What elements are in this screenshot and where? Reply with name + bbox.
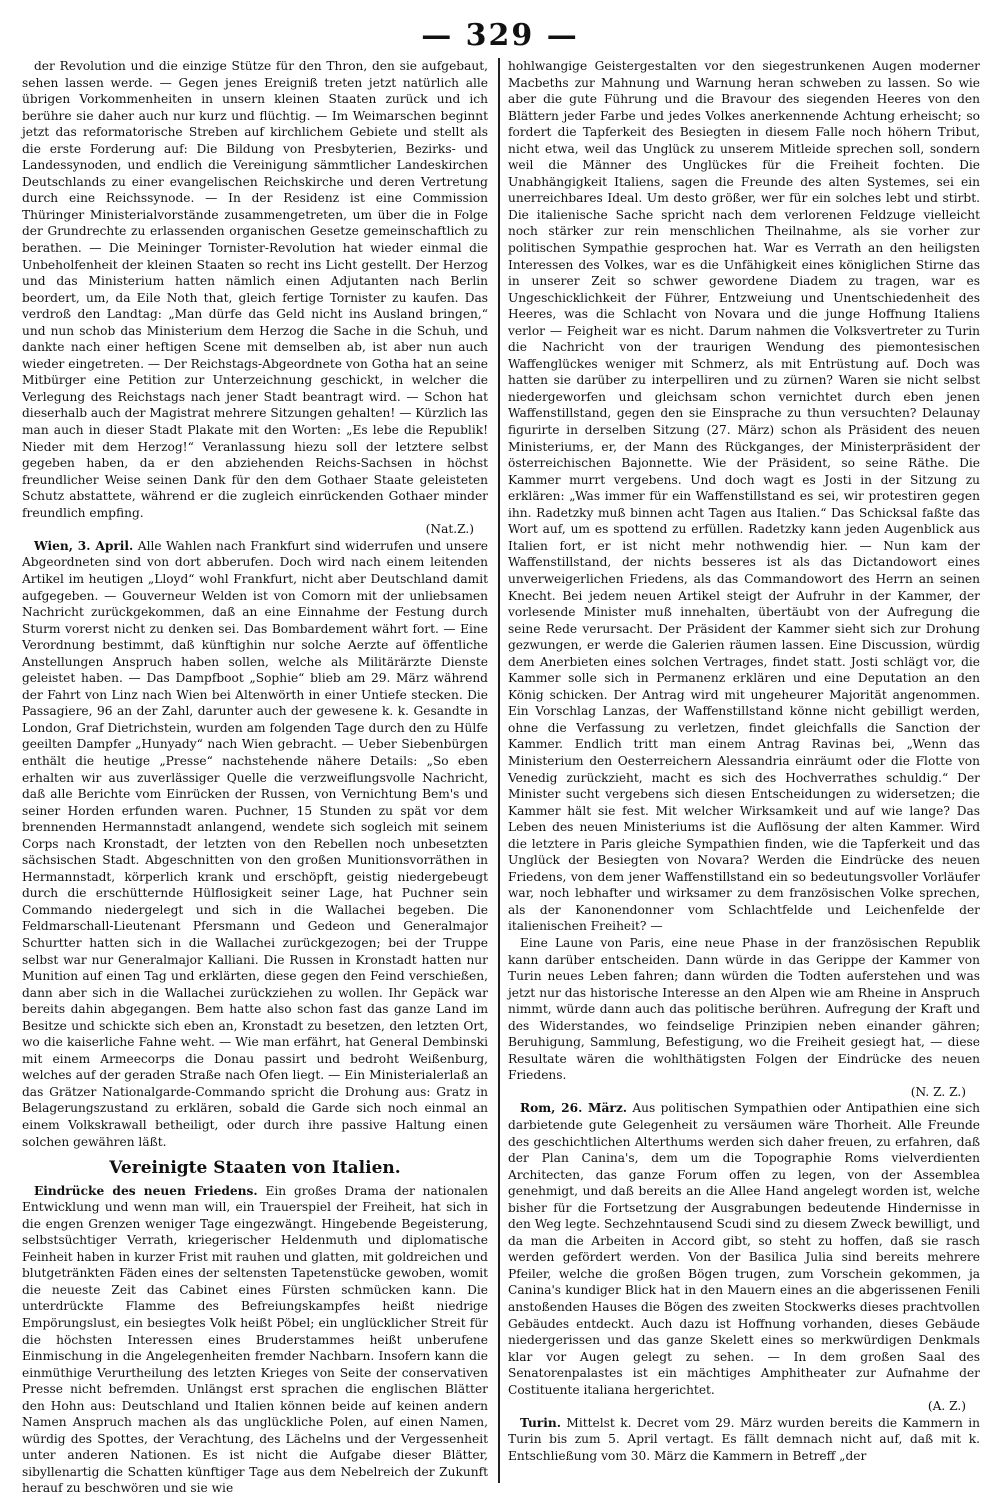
- article-wien: Wien, 3. April. Alle Wahlen nach Frankfurt sind widerrufen und unsere Abgeordneten sind von dort abberufen. Doch wird nach einem leitenden Artikel im heutigen „Lloyd“ wohl Frankfurt, nicht aber Deutschland damit aufgegeben. — Gouverneur Welden ist von Comorn mit der unliebsamen Nachricht zurückgekommen, daß an eine Einnahme der Festung durch Sturm vorerst nicht zu denken sei. Das Bombardement währt fort. — Eine Verordnung bestimmt, daß künftighin nur solche Aerzte auf öffentliche Anstellungen Anspruch haben sollen, welche als Militärärzte Dienste geleistet haben. — Das Dampfboot „Sophie“ blieb am 29. März während der Fahrt von Linz nach Wien bei Altenwörth in einer Untiefe stecken. Die Passagiere, 96 an der Zahl, darunter auch der gewesene k. k. Gesandte in London, Graf Dietrichstein, wurden am folgenden Tage durch den zu Hülfe geeilten Dampfer „Hunyady“ nach Wien gebracht. — Ueber Siebenbürgen enthält die heutige „Presse“ nachstehende nähere Details: „So eben erhalten wir aus zuverlässiger Quelle die verzweiflungsvolle Nachricht, daß alle Berichte vom Einrücken der Russen, von Vernichtung Bem's und seiner Horden erfunden waren. Puchner, 15 Stunden zu spät vor dem brennenden Hermannstadt anlangend, wendete sich sogleich mit seinem Corps nach Kronstadt, der letzten von den Rebellen noch unbesetzten sächsischen Stadt. Abgeschnitten von den großen Munitionsvorräthen in Hermannstadt, körperlich krank und erschöpft, geistig niedergebeugt durch die erschütternde Hülflosigkeit seiner Lage, hat Puchner sein Commando niedergelegt und sich in die Wallachei begeben. Die Feldmarschall-Lieutenant Pfersmann und Gedeon und Generalmajor Schurtter hatten sich in die Wallachei zurückgezogen; bei der Truppe selbst war nur Generalmajor Kalliani. Die Russen in Kronstadt hatten nur Munition auf einen Tag und erklärten, diese gegen den Feind verschießen, dann aber sich in die Wallachei zurückziehen zu wollen. Ihr Gepäck war bereits dahin abgegangen. Bem hatte also schon fast das ganze Land im Besitze und schickte sich eben an, Kronstadt zu besetzen, den letzten Ort, wo die kaiserliche Fahne weht. — Wie man erfährt, hat General Dembinski mit einem Armeecorps die Donau passirt und bedroht Weißenburg, welches auf der geraden Straße nach Ofen liegt. — Ein Ministerialerlaß an das Grätzer Nationalgarde-Commando spricht die Drohung aus: Gratz in Belagerungszustand zu erklären, sobald die Garde sich noch einmal an einem Volkskrawall betheiligt, oder durch ihre passive Haltung einen solchen gewähren läßt.: [22, 538, 489, 1149]
- right-column: [508, 58, 980, 1483]
- article-eindruecke: Eindrücke des neuen Friedens. Ein großes Drama der nationalen Entwicklung und wenn man will, ein Trauerspiel der Freiheit, hat sich in die engen Grenzen weniger Tage eingezwängt. Hingebende Begeisterung, selbstsüchtiger Verrath, kriegerischer Heldenmuth und diplomatische Feinheit haben in kurzer Frist mit rauhen und glatten, mit goldreichen und blutgetränkten Fäden eines der seltensten Tapetenstücke gewoben, womit die neueste Zeit das Cabinet eines Fürsten schmücken kann. Die unterdrückte Flamme des Befreiungskampfes heißt niedrige Empörungslust, ein besiegtes Volk heißt Pöbel; ein unglücklicher Streit für die höchsten Interessen eines Bruderstammes heißt unberufene Einmischung in die Angelegenheiten fremder Nachbarn. Insofern kann die einmüthige Verurtheilung des letzten Krieges von Seite der conservativen Presse nicht befremden. Unlängst erst sprachen die englischen Blätter den Hohn aus: Deutschland und Italien können beide auf keinen andern Namen Anspruch machen als das unglückliche Polen, auf einen Namen, würdig des Spottes, der Verachtung, des Lächelns und der Vergessenheit unter anderen Nationen. Es ist nicht die Aufgabe dieser Blätter, sibyllenartig die Schatten künftiger Tage aus dem Nebelreich der Zukunft herauf zu beschwören und sie wie: [22, 1183, 488, 1496]
- page-number: — 329 —: [421, 18, 579, 53]
- dateline: Rom, 26. März.: [520, 1101, 627, 1116]
- column-divider: [498, 58, 500, 1483]
- source-signature: (Nat.Z.): [425, 522, 474, 537]
- left-column: [22, 58, 489, 1496]
- article-continuation: hohlwangige Geistergestalten vor den siegestrunkenen Augen moderner Macbeths zur Mahnung und Warnung heran schweben zu lassen. So wie aber die gute Führung und die Bravour des siegenden Heeres von den Blättern jeder Farbe und jedes Volkes anerkennende Achtung erheischt; so fordert die Tapferkeit des Besiegten in diesem Falle noch höhern Tribut, nicht etwa, weil das Unglück zu unserem Mitleide sprechen soll, sondern weil die Männer des Unglückes für die Freiheit fochten. Die Unabhängigkeit Italiens, sagen die Freunde des alten Systemes, sei ein unerreichbares Ideal. Um desto größer, wer für ein solches lebt und stirbt. Die italienische Sache spricht nach dem verlorenen Feldzuge vielleicht noch stärker zur rein menschlichen Theilnahme, als sie vorher zur politischen Sympathie gesprochen hat. War es Verrath an den heiligsten Interessen des Volkes, war es die Unfähigkeit eines königlichen Stirne das in unserer Zeit so schwer gewordene Diadem zu tragen, war es Ungeschicklichkeit der Führer, Entzweiung und Unentschiedenheit des Heeres, was die Schlacht von Novara und die junge Hoffnung Italiens verlor — Feigheit war es nicht. Darum nahmen die Volksvertreter zu Turin die Nachricht von der traurigen Wendung des piemontesischen Waffenglückes weniger mit Schmerz, als mit Entrüstung auf. Doch was hatten sie darüber zu interpelliren und zu zürnen? Waren sie nicht selbst niedergeworfen und gleichsam schon vernichtet durch eben jenen Waffenstillstand, gegen den sie Einsprache zu thun versuchten? Delaunay figurirte in derselben Sitzung (27. März) schon als Präsident des neuen Ministeriums, er, der Mann des Rückganges, der Ministerpräsident der österreichischen Bajonnette. Wie der Präsident, so seine Räthe. Die Kammer murrt vergebens. Und doch wagt es Josti in der Sitzung zu erklären: „Was immer für ein Waffenstillstand es sei, wir protestiren gegen ihn. Radetzky muß binnen acht Tagen aus Italien.“ Das Schicksal faßte das Wort auf, um es spottend zu erfüllen. Radetzky kann jeden Augenblick aus Italien fort, er ist nicht mehr nothwendig hier. — Nun kam der Waffenstillstand, der nichts besseres ist als das Dictandowort eines unverweigerlichen Friedens, als das Commandowort des Herrn an seinen Knecht. Bei jedem neuen Artikel steigt der Aufruhr in der Kammer, der vorlesende Minister muß innehalten, übertäubt von der Aufregung die seine Rede verursacht. Der Präsident der Kammer sieht sich zur Drohung gezwungen, er werde die Galerien räumen lassen. Eine Discussion, würdig dem Anerbieten eines solchen Vertrages, findet statt. Josti schlägt vor, die Kammer solle sich in Permanenz erklären und eine Deputation an den König schicken. Der Antrag wird mit ungeheurer Majorität angenommen. Ein Vorschlag Lanzas, der Waffenstillstand könne nicht gebilligt werden, ohne die Verfassung zu verletzen, findet gleichfalls die Sanction der Kammer. Endlich tritt man einem Antrag Ravinas bei, „Wenn das Ministerium den Oesterreichern Alessandria einräumt oder die Flotte von Venedig zurückzieht, macht es sich des Hochverrathes schuldig.“ Der Minister sucht vergebens sich diesen Entscheidungen zu widersetzen; die Kammer hält sie fest. Mit welcher Wirksamkeit und auf wie lange? Das Leben des neuen Ministeriums ist die Auflösung der alten Kammer. Wird die letztere in Paris gleiche Sympathien finden, wie die Tapferkeit und das Unglück der Besiegten von Novara? Werden die Eindrücke des neuen Friedens, von dem jener Waffenstillstand ein so bedeutungsvoller Vorläufer war, noch lebhafter und wirksamer zu dem französischen Volke sprechen, als der Kanonendonner vom Schlachtfelde und Leichenfelde der italienischen Freiheit? —: [508, 59, 980, 934]
- article-lead: Eindrücke des neuen Friedens.: [34, 1183, 258, 1198]
- source-signature: (A. Z.): [927, 1399, 966, 1414]
- section-heading: Vereinigte Staaten von Italien.: [109, 1158, 401, 1179]
- article-rom: Rom, 26. März. Aus politischen Sympathien oder Antipathien eine sich darbietende gute Gelegenheit zu versäumen wäre Thorheit. Alle Freunde des geschichtlichen Alterthums werden sich daher freuen, zu erfahren, daß der Plan Canina's, dem um die Topographie Roms vielverdienten Architecten, das ganze Forum offen zu legen, von der Assemblea genehmigt, und daß bereits an die Allee Hand angelegt worden ist, welche bisher für die Fortsetzung der Ausgrabungen bedeutende Hindernisse in den Weg legte. Sechzehntausend Scudi sind zu diesem Zweck bewilligt, und da man die Arbeiten in Accord gibt, so steht zu hoffen, daß sie rasch werden gefördert werden. Von der Basilica Julia sind bereits mehrere Pfeiler, welche die großen Bögen trugen, zum Vorschein gekommen, ja Canina's kundiger Blick hat in den Mauern eines an die abgerissenen Fenili anstoßenden Hauses die Bögen des zweiten Stockwerks dieses prachtvollen Gebäudes entdeckt. Auch dazu ist Hoffnung vorhanden, dieses Gebäude niedergerissen und das ganze Skelett eines so merkwürdigen Denkmals klar vor Augen gelegt zu sehen. — In dem großen Saal des Senatorenpalastes ist ein mächtiges Amphitheater zur Aufnahme der Costituente italiana hergerichtet. (A. Z.): [508, 1101, 980, 1414]
- article-paris: Eine Laune von Paris, eine neue Phase in der französischen Republik kann darüber entscheiden. Dann würde in das Gerippe der Kammer von Turin neues Leben fahren; dann würden die Todten auferstehen und was jetzt nur das historische Interesse an den Alpen wie am Rheine in Anspruch nimmt, würde dann auch das politische berühren. Aufregung der Kraft und des Widerstandes, wo feindselige Prinzipien neben einander gähren; Beruhigung, Sammlung, Befestigung, wo die Freiheit gesiegt hat, — diese Resultate wären die wohlthätigsten Folgen der Eindrücke des neuen Friedens. (N. Z. Z.): [508, 935, 980, 1099]
- article-weimar-gotha: der Revolution und die einzige Stütze für den Thron, den sie aufgebaut, sehen lassen werde. — Gegen jenes Ereigniß treten jetzt natürlich alle übrigen Vorkommenheiten in unsern kleinen Staaten zurück und ich berühre sie daher auch nur kurz und flüchtig. — Im Weimarschen beginnt jetzt das reformatorische Streben auf kirchlichem Gebiete und stellt als die erste Forderung auf: Die Bildung von Presbyterien, Bezirks- und Landessynoden, und endlich die Vereinigung sämmtlicher Landeskirchen Deutschlands zu einer evangelischen Reichskirche und deren Vertretung durch eine Reichssynode. — In der Residenz ist eine Commission Thüringer Ministerialvorstände zusammengetreten, um über die in Folge der Grundrechte zu erlassenden organischen Gesetze gemeinschaftlich zu berathen. — Die Meininger Tornister-Revolution hat wieder einmal die Unbeholfenheit der kleinen Staaten so recht ins Licht gestellt. Der Herzog und das Ministerium hatten nämlich einen Adjutanten nach Berlin beordert, um, da Eile Noth that, gleich fertige Tornister zu kaufen. Das verdroß den Landtag: „Man dürfe das Geld nicht ins Ausland bringen,“ und nun schob das Ministerium dem Herzog die Sache in die Schuh, und dankte nach einer heftigen Scene mit demselben ab, ist aber nun auch wieder eingetreten. — Der Reichstags-Abgeordnete von Gotha hat an seine Mitbürger eine Petition zur Unterzeichnung geschickt, in welcher die Verlegung des Reichstags nach jener Stadt beantragt wird. — Schon hat dieserhalb auch der Magistrat mehrere Sitzungen gehalten! — Kürzlich las man auch in dieser Stadt Plakate mit den Worten: „Es lebe die Republik! Nieder mit dem Herzog!“ Veranlassung hiezu soll der letztere selbst gegeben haben, da er den abziehenden Reichs-Sachsen in höchst freundlicher Weise seinen Dank für den dem Gothaer Staate geleisteten Schutz abstattete, während er die zugleich einrückenden Gothaer minder freundlich empfing. (Nat.Z.): [22, 59, 489, 537]
- article-turin: Turin. Mittelst k. Decret vom 29. März wurden bereits die Kammern in Turin bis zum 5. April vertagt. Es fällt demnach nicht auf, daß mit k. Entschließung vom 30. März die Kammern in Betreff „der: [508, 1415, 980, 1463]
- text-columns: [22, 58, 980, 1496]
- source-signature: (N. Z. Z.): [910, 1084, 966, 1099]
- dateline: Turin.: [520, 1415, 561, 1430]
- dateline: Wien, 3. April.: [34, 538, 134, 553]
